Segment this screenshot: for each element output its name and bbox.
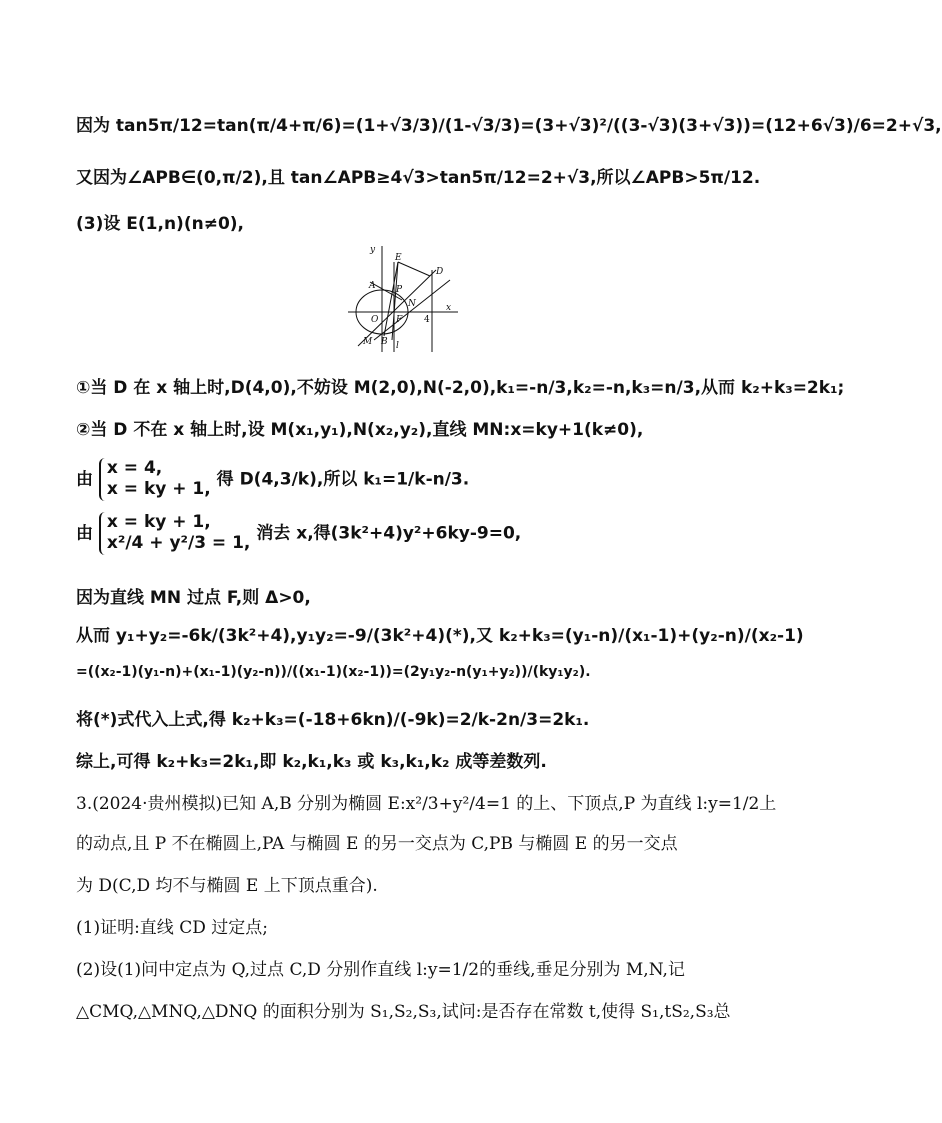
line-system-1 — [76, 458, 734, 501]
equation-system-2 — [99, 512, 250, 555]
line-angle-apb: 又因为∠APB∈(0,π/2),且 tan∠APB≥4√3>tan5π/12=2+√3,所以∠APB>5π/12. — [76, 168, 761, 188]
line-case-2: ②当 D 不在 x 轴上时,设 M(x₁,y₁),N(x₂,y₂),直线 MN:x=ky+1(k≠0), — [76, 420, 644, 440]
figure-label-a: A — [369, 281, 376, 291]
line-case-1: ①当 D 在 x 轴上时,D(4,0),不妨设 M(2,0),N(-2,0),k₁=-n/3,k₂=-n,k₃=n/3,从而 k₂+k₃=2k₁; — [76, 378, 845, 398]
figure-label-o: O — [371, 315, 379, 325]
line-vieta: 从而 y₁+y₂=-6k/(3k²+4),y₁y₂=-9/(3k²+4)(*),又 k₂+k₃=(y₁-n)/(x₁-1)+(y₂-n)/(x₂-1) — [76, 626, 804, 646]
figure-label-d: D — [436, 267, 444, 277]
system-2-result: 消去 x,得(3k²+4)y²+6ky-9=0, — [256, 523, 522, 544]
system-1-eq-2: x = ky + 1, — [106, 479, 211, 500]
line-tan-5pi-12: 因为 tan5π/12=tan(π/4+π/6)=(1+√3/3)/(1-√3/3)=(3+√3)²/((3-√3)(3+√3))=(12+6√3)/6=2+√3, — [76, 116, 942, 136]
line-system-2 — [76, 512, 734, 555]
figure-label-4: 4 — [424, 315, 430, 325]
problem-3-part-2-line-2: △CMQ,△MNQ,△DNQ 的面积分别为 S₁,S₂,S₃,试问:是否存在常数 t,使得 S₁,tS₂,S₃总 — [76, 1002, 731, 1022]
line-part-3: (3)设 E(1,n)(n≠0), — [76, 214, 244, 234]
line-substitute: 将(*)式代入上式,得 k₂+k₃=(-18+6kn)/(-9k)=2/k-2n/3=2k₁. — [76, 710, 590, 730]
equation-system-1 — [99, 458, 211, 501]
system-1-eq-1: x = 4, — [106, 458, 163, 478]
system-2-eq-2: x²/4 + y²/3 = 1, — [106, 533, 251, 554]
problem-3-part-1: (1)证明:直线 CD 过定点; — [76, 918, 268, 938]
figure-label-m: M — [363, 337, 373, 347]
figure-label-p: P — [396, 285, 403, 295]
figure-label-n: N — [408, 299, 416, 309]
system-1-result: 得 D(4,3/k),所以 k₁=1/k-n/3. — [216, 469, 470, 490]
you-label-2: 由 — [76, 523, 93, 544]
line-delta: 因为直线 MN 过点 F,则 Δ>0, — [76, 588, 311, 608]
problem-3-line-2: 的动点,且 P 不在椭圆上,PA 与椭圆 E 的另一交点为 C,PB 与椭圆 E 的另一交点 — [76, 834, 678, 854]
you-label-1: 由 — [76, 469, 93, 490]
figure-label-f: F — [396, 315, 403, 325]
problem-3-line-1: 3.(2024·贵州模拟)已知 A,B 分别为椭圆 E:x²/3+y²/4=1 的上、下顶点,P 为直线 l:y=1/2上 — [76, 794, 777, 814]
problem-3-part-2-line-1: (2)设(1)问中定点为 Q,过点 C,D 分别作直线 l:y=1/2的垂线,垂足分别为 M,N,记 — [76, 960, 685, 980]
figure-label-b: B — [381, 337, 388, 347]
ellipse-figure — [340, 240, 465, 355]
line-conclusion: 综上,可得 k₂+k₃=2k₁,即 k₂,k₁,k₃ 或 k₃,k₁,k₂ 成等差数列. — [76, 752, 547, 772]
problem-3-line-3: 为 D(C,D 均不与椭圆 E 上下顶点重合). — [76, 876, 378, 896]
figure-label-y: y — [370, 245, 376, 255]
figure-label-e: E — [395, 253, 402, 263]
figure-label-x: x — [446, 303, 452, 313]
system-2-eq-1: x = ky + 1, — [106, 512, 211, 532]
figure-label-l: l — [396, 341, 399, 351]
line-expand: =((x₂-1)(y₁-n)+(x₁-1)(y₂-n))/((x₁-1)(x₂-1))=(2y₁y₂-n(y₁+y₂))/(ky₁y₂). — [76, 664, 591, 680]
